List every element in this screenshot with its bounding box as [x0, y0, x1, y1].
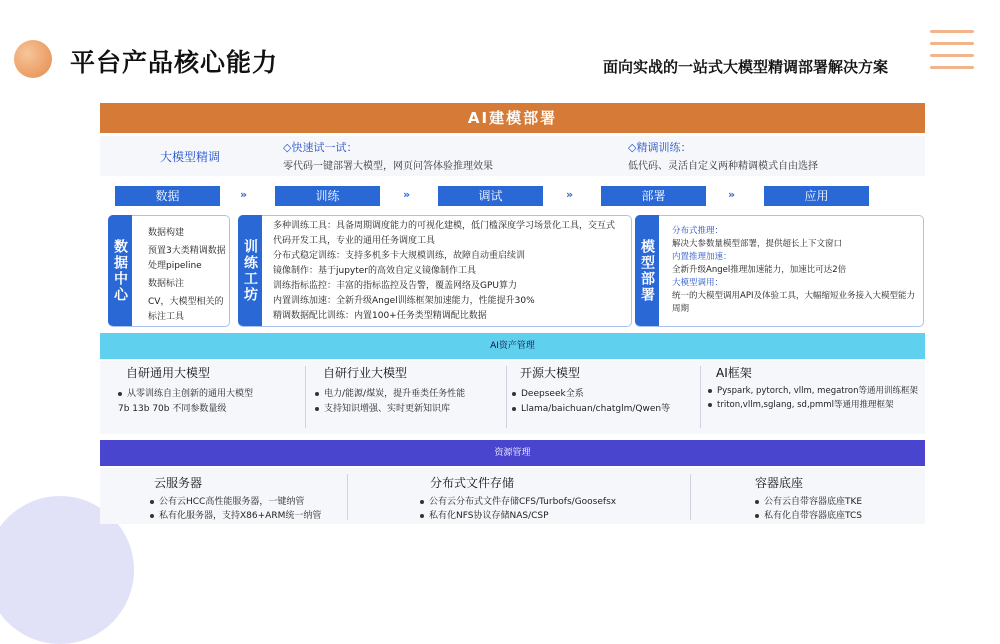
page-subtitle: 面向实战的一站式大模型精调部署解决方案 [602, 58, 888, 76]
fine-tune-title: 精调训练： [636, 141, 692, 154]
asset-col [512, 364, 698, 417]
page-title: 平台产品核心能力 [70, 48, 279, 77]
asset-item: Llama/baichuan/chatglm/Qwen等 [521, 404, 671, 414]
stage-deploy: 部署 [601, 186, 706, 206]
quick-try [283, 139, 493, 172]
training-items [273, 219, 623, 324]
decorative-circle [14, 40, 52, 78]
stage-training: 训练 [275, 186, 380, 206]
resource-item: 公有云HCC高性能服务器，一键纳管 [159, 497, 305, 507]
bullet-icon [755, 514, 759, 518]
asset-item: triton,vllm,sglang, sd,pmml等通用推理框架 [717, 400, 894, 410]
training-item: 精调数据配比训练：内置100+任务类型精调配比数据 [273, 311, 487, 321]
bullet-icon [150, 500, 154, 504]
divider [347, 474, 348, 520]
arrow-icon: » [240, 188, 246, 201]
resource-item: 公有云自带容器底座TKE [764, 497, 863, 507]
data-center-items [148, 226, 228, 325]
data-center-label: 数据中心 [108, 215, 132, 326]
asset-item: Pyspark, pytorch, vllm, megatron等通用训练框架 [717, 386, 919, 396]
asset-col-title: 自研行业大模型 [323, 366, 408, 380]
bullet-icon [315, 392, 319, 396]
training-item: 分布式稳定训练：支持多机多卡大规模训练，故障自动重启续训 [273, 251, 526, 261]
deploy-items [672, 225, 917, 316]
asset-item: 7b 13b 70b 不同参数量级 [118, 404, 227, 414]
arrow-icon: » [728, 188, 734, 201]
bullet-icon [315, 407, 319, 411]
bullet-icon [512, 392, 516, 396]
deploy-accel-title: 内置推理加速： [672, 252, 732, 262]
resource-item: 私有化NFS协议存储NAS/CSP [429, 511, 549, 521]
deploy-api-title: 大模型调用： [672, 278, 724, 288]
divider [305, 366, 306, 428]
deploy-accel-desc: 全新升级Angel推理加速能力，加速比可达2倍 [672, 265, 847, 275]
deploy-distributed-desc: 解决大参数量模型部署，提供超长上下文窗口 [672, 239, 843, 249]
asset-col [708, 364, 920, 411]
resource-item: 私有化服务器，支持X86+ARM统一纳管 [159, 511, 322, 521]
asset-col [118, 364, 303, 417]
bullet-icon [118, 392, 122, 396]
training-item: 镜像制作：基于jupyter的高效自定义镜像制作工具 [273, 266, 477, 276]
data-center-item: 数据构建 [148, 228, 185, 238]
arrow-icon: » [566, 188, 572, 201]
tuning-label: 大模型精调 [160, 150, 221, 164]
fine-tune-desc: 低代码、灵活自定义两种精调模式自由选择 [628, 161, 818, 172]
asset-col-title: 自研通用大模型 [126, 366, 211, 380]
training-item: 训练指标监控：丰富的指标监控及告警，覆盖网络及GPU算力 [273, 281, 517, 291]
arrow-icon: » [403, 188, 409, 201]
resource-item: 公有云分布式文件存储CFS/Turbofs/Goosefsx [429, 497, 617, 507]
stage-application: 应用 [764, 186, 869, 206]
bullet-icon [420, 500, 424, 504]
resource-col [150, 474, 345, 523]
training-label: 训练工坊 [238, 215, 262, 326]
bullet-icon [512, 407, 516, 411]
resource-col [755, 474, 920, 523]
resource-item: 私有化自带容器底座TCS [764, 511, 862, 521]
stage-data: 数据 [115, 186, 220, 206]
divider [690, 474, 691, 520]
data-center-item: 预置3大类精调数据处理pipeline [148, 246, 226, 271]
asset-item: 电力/能源/煤炭，提升垂类任务性能 [324, 389, 466, 399]
divider [506, 366, 507, 428]
resource-management-bar: 资源管理 [100, 440, 925, 466]
asset-col-title: 开源大模型 [520, 366, 581, 380]
training-item: 多种训练工具：具备周期调度能力的可视化建模，低门槛深度学习场景化工具，交互式代码开发工具，专业的通用任务调度工具 [273, 221, 616, 246]
asset-col-title: AI框架 [716, 366, 752, 380]
deploy-label: 模型部署 [635, 215, 659, 326]
asset-item: 从零训练自主创新的通用大模型 [127, 389, 254, 399]
resource-col-title: 云服务器 [154, 476, 203, 490]
ai-modeling-banner: AI建模部署 [100, 103, 925, 133]
asset-col [315, 364, 503, 417]
data-center-item: CV，大模型相关的标注工具 [148, 297, 224, 322]
fine-tune [628, 139, 818, 172]
divider [700, 366, 701, 428]
training-item: 内置训练加速：全新升级Angel训练框架加速能力，性能提升30% [273, 296, 535, 306]
resource-col-title: 容器底座 [755, 476, 804, 490]
diamond-icon: ◇ [628, 141, 637, 154]
ai-asset-management-bar: AI资产管理 [100, 333, 925, 359]
asset-item: 支持知识增强、实时更新知识库 [324, 404, 451, 414]
bullet-icon [755, 500, 759, 504]
stage-debug: 调试 [438, 186, 543, 206]
data-center-item: 数据标注 [148, 279, 185, 289]
asset-item: Deepseek全系 [521, 389, 584, 399]
resource-col [420, 474, 685, 523]
deploy-api-desc: 统一的大模型调用API及体验工具，大幅缩短业务接入大模型能力周期 [672, 291, 915, 314]
bullet-icon [708, 389, 712, 393]
resource-col-title: 分布式文件存储 [430, 476, 515, 490]
quick-try-desc: 零代码一键部署大模型，网页问答体验推理效果 [283, 161, 493, 172]
bullet-icon [150, 514, 154, 518]
bullet-icon [420, 514, 424, 518]
diamond-icon: ◇ [283, 141, 292, 154]
quick-try-title: 快速试一试： [291, 141, 358, 154]
deploy-distributed-title: 分布式推理： [672, 226, 724, 236]
decorative-lines [930, 30, 974, 78]
bullet-icon [708, 403, 712, 407]
